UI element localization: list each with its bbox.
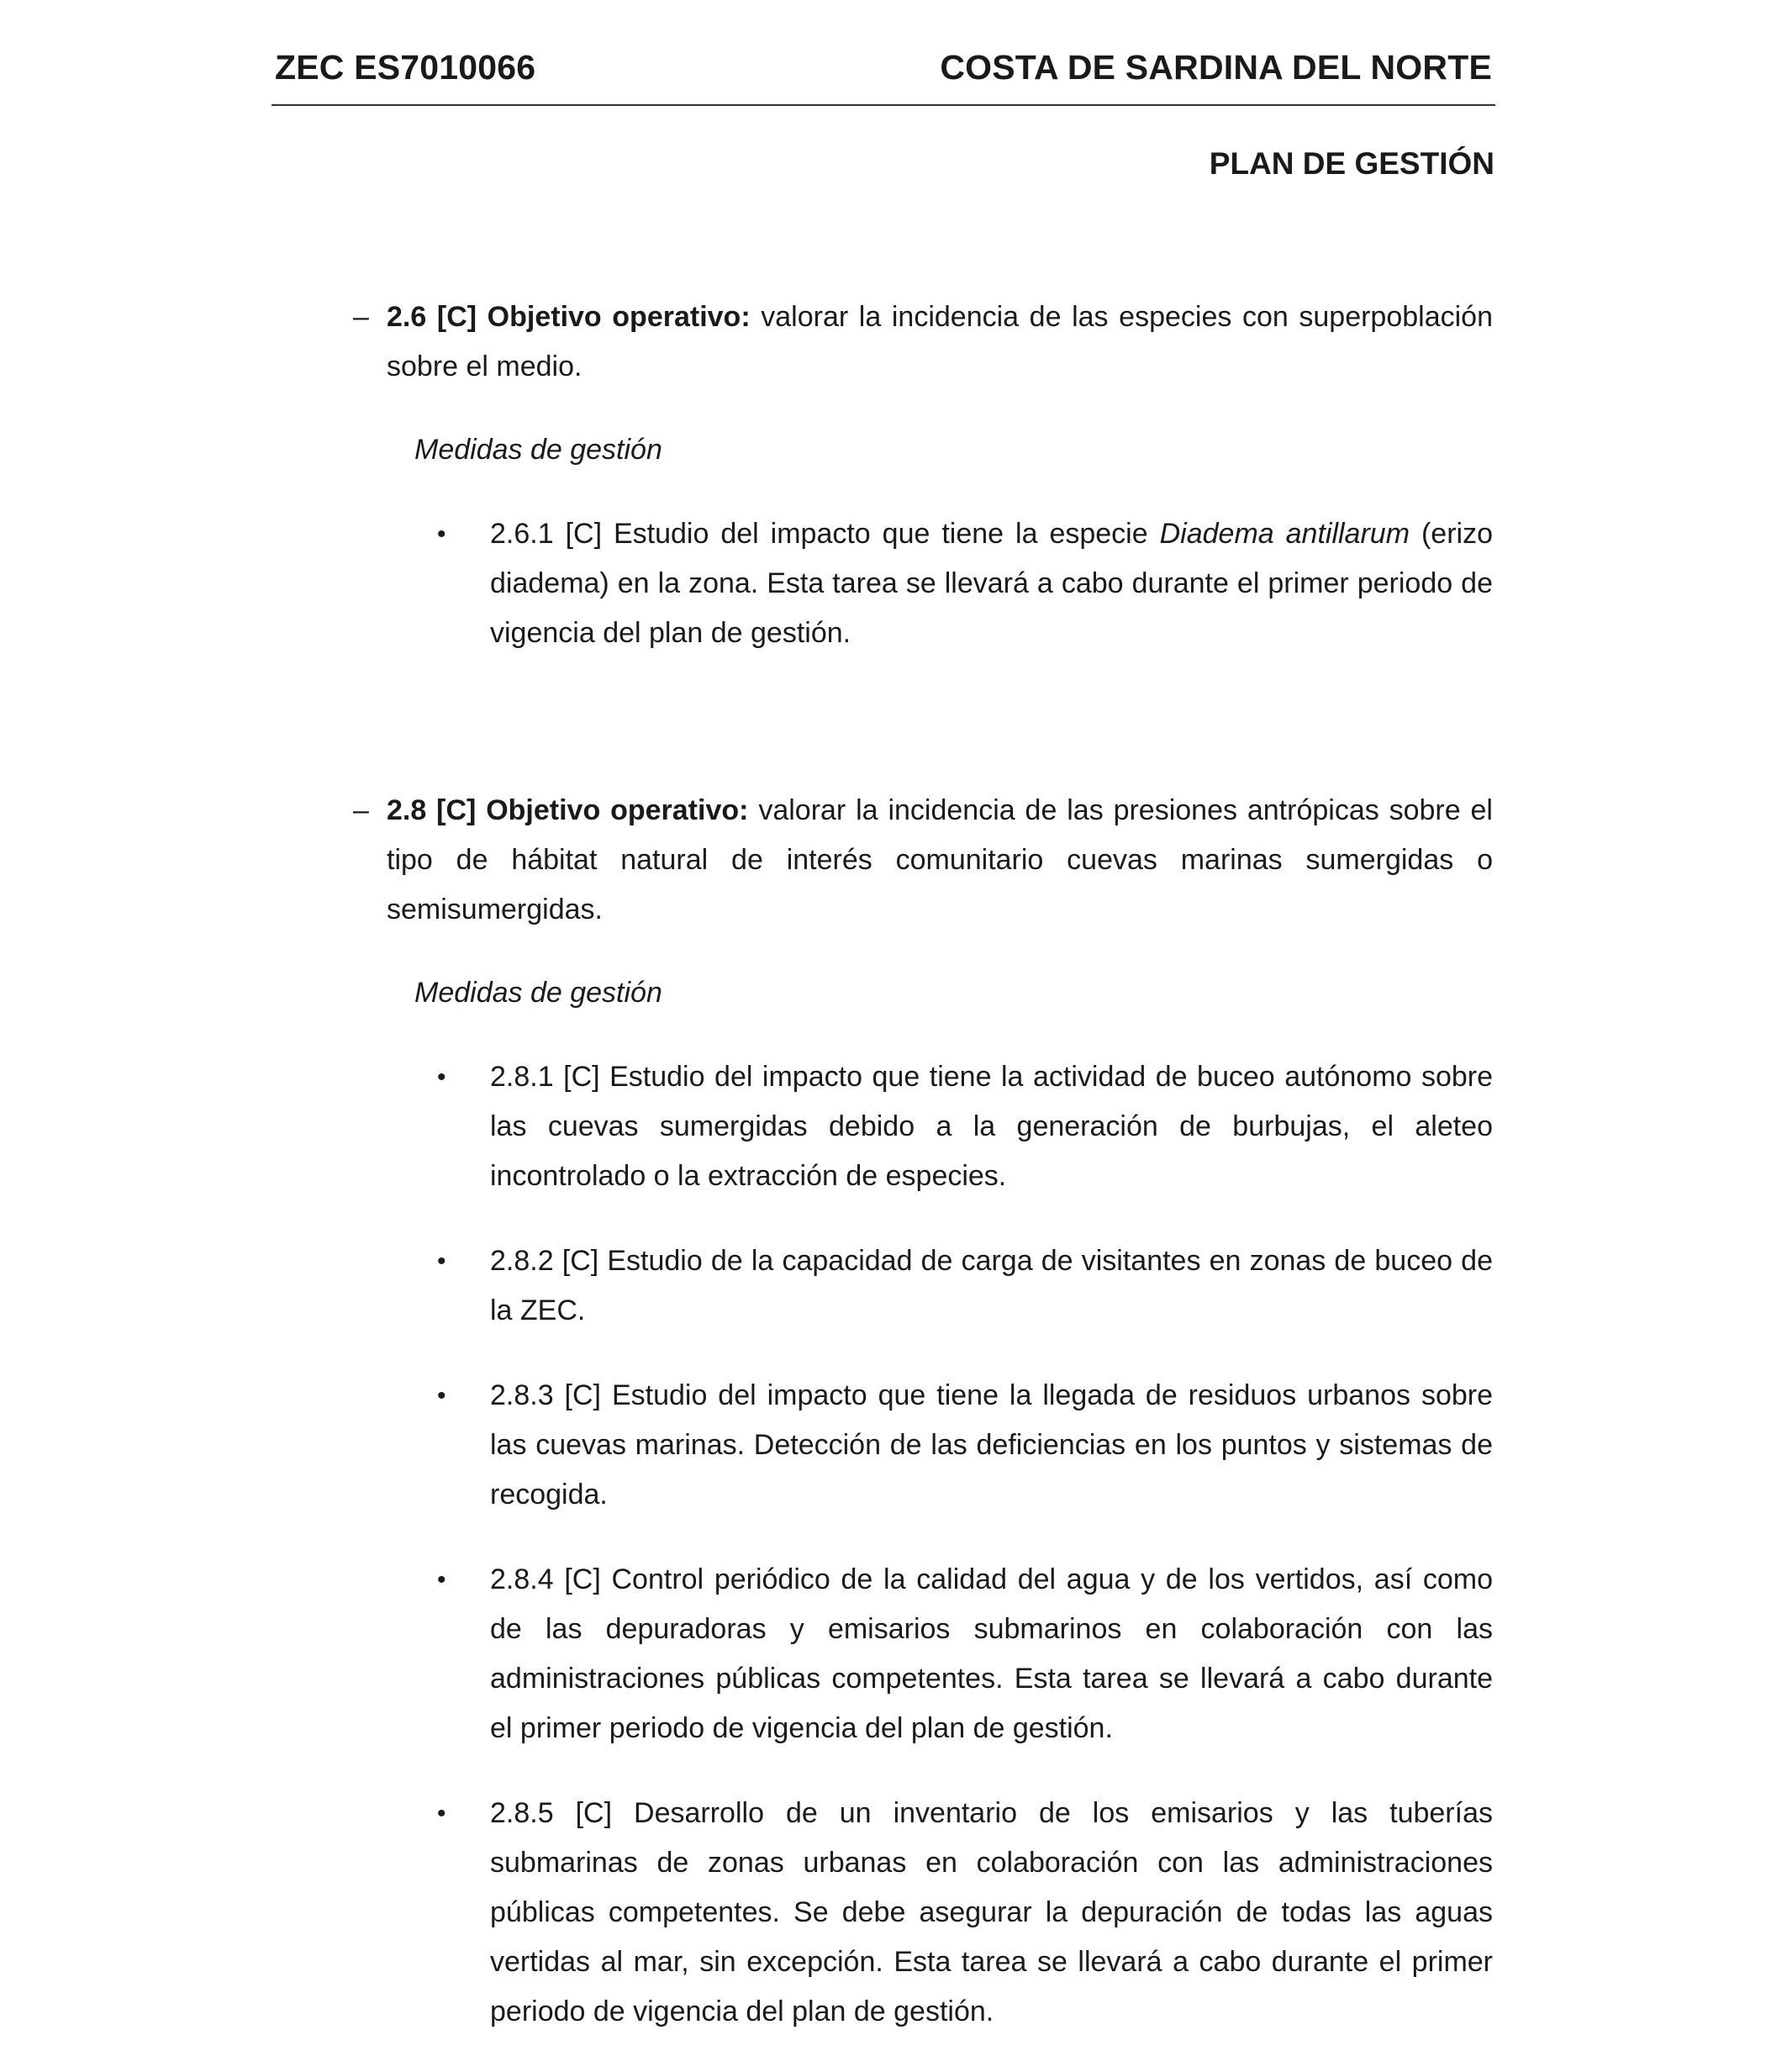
bullet-icon: • xyxy=(437,1063,446,1091)
list-item xyxy=(353,1052,1493,1201)
objective-2-6 xyxy=(353,293,1493,392)
list-item xyxy=(353,509,1493,658)
header-site-name: COSTA DE SARDINA DEL NORTE xyxy=(940,48,1492,87)
bullet-icon: • xyxy=(437,1566,446,1594)
objective-text: valorar la incidencia de las especies con superpoblación sobre el medio. xyxy=(387,301,1493,382)
measure-text: 2.8.2 [C] Estudio de la capacidad de carga de visitantes en zonas de buceo de la ZEC. xyxy=(490,1245,1493,1326)
list-item xyxy=(353,1371,1493,1520)
list-item xyxy=(353,1236,1493,1336)
measures-list xyxy=(353,509,1493,658)
document-body xyxy=(353,293,1493,2072)
measure-text: 2.8.1 [C] Estudio del impacto que tiene la actividad de buceo autónomo sobre las cuevas sumergidas debido a la generación de burbujas, el aleteo incontrolado o la extracción de especies. xyxy=(490,1061,1493,1192)
measure-text: 2.8.3 [C] Estudio del impacto que tiene la llegada de residuos urbanos sobre las cuevas marinas. Detección de las deficiencias en los puntos y sistemas de recogida. xyxy=(490,1379,1493,1511)
measure-text: 2.8.4 [C] Control periódico de la calidad del agua y de los vertidos, así como de las depuradoras y emisarios submarinos en colaboración con las administraciones públicas competentes. Esta tarea se llevará a cabo durante el primer periodo de vigencia del plan de gestión. xyxy=(490,1563,1493,1744)
list-item xyxy=(353,1789,1493,2037)
bullet-icon: • xyxy=(437,1247,446,1275)
measures-list xyxy=(353,1052,1493,2037)
measure-text-suffix: (erizo diadema) en la zona. Esta tarea se llevará a cabo durante el primer periodo de vigencia del plan de gestión. xyxy=(490,518,1494,649)
objective-text: valorar la incidencia de las presiones antrópicas sobre el tipo de hábitat natural de interés comunitario cuevas marinas sumergidas o semisumergidas. xyxy=(387,794,1493,925)
section-title: PLAN DE GESTIÓN xyxy=(1209,146,1494,181)
dash-marker: – xyxy=(353,301,369,333)
objective-label: 2.6 [C] Objetivo operativo: xyxy=(387,301,751,333)
bullet-icon: • xyxy=(437,520,446,548)
bullet-icon: • xyxy=(437,1800,446,1827)
bullet-icon: • xyxy=(437,1382,446,1410)
measures-heading: Medidas de gestión xyxy=(414,434,662,466)
measures-heading: Medidas de gestión xyxy=(414,977,662,1009)
measure-text: 2.8.5 [C] Desarrollo de un inventario de los emisarios y las tuberías submarinas de zonas urbanas en colaboración con las administraciones públicas competentes. Se debe asegurar la depuración de todas las aguas vertidas al mar, sin excepción. Esta tarea se llevará a cabo durante el primer periodo de vigencia del plan de gestión. xyxy=(490,1797,1493,2027)
species-name: Diadema antillarum xyxy=(1159,518,1410,550)
list-item xyxy=(353,1555,1493,1753)
dash-marker: – xyxy=(353,794,369,826)
spacer xyxy=(353,693,1493,786)
measure-text-prefix: 2.6.1 [C] Estudio del impacto que tiene la especie xyxy=(490,518,1160,550)
header-site-code: ZEC ES7010066 xyxy=(275,48,536,87)
page-header xyxy=(271,44,1495,106)
objective-label: 2.8 [C] Objetivo operativo: xyxy=(387,794,749,826)
objective-2-8 xyxy=(353,786,1493,935)
